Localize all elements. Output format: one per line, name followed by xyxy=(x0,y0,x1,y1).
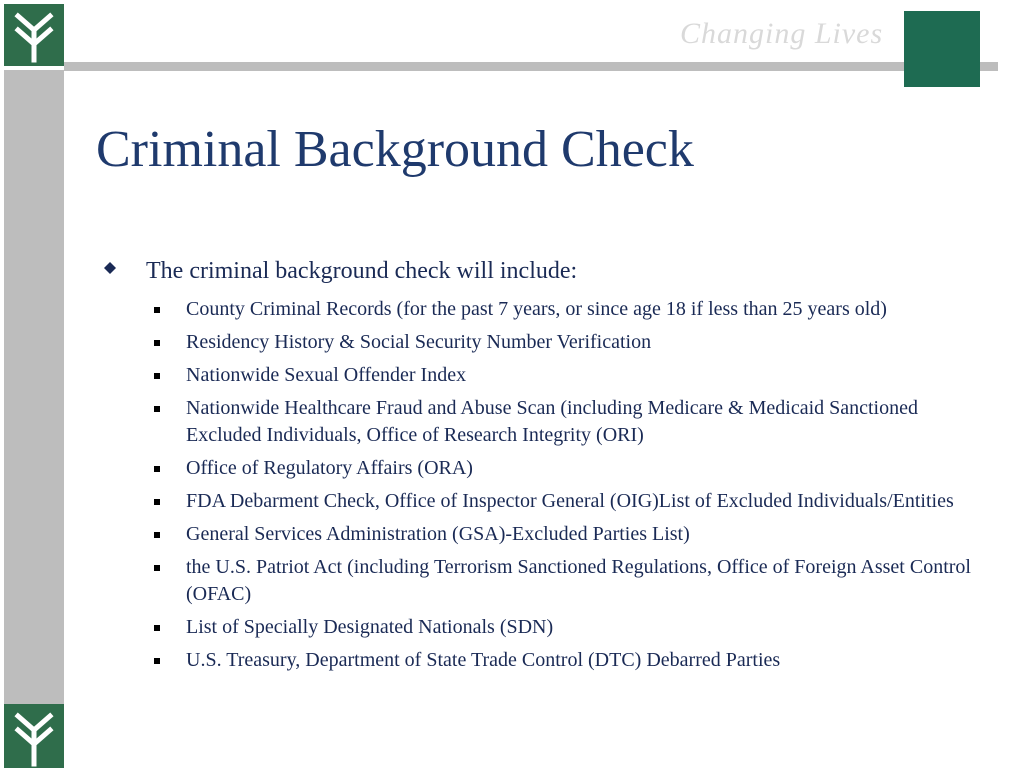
list-item: County Criminal Records (for the past 7 years, or since age 18 if less than 25 years old) xyxy=(150,296,980,323)
logo-top xyxy=(4,4,64,66)
square-bullet-icon xyxy=(154,565,160,571)
square-bullet-icon xyxy=(154,340,160,346)
square-bullet-icon xyxy=(154,658,160,664)
list-item: FDA Debarment Check, Office of Inspector General (OIG)List of Excluded Individuals/Entities xyxy=(150,488,980,515)
square-bullet-icon xyxy=(154,406,160,412)
tagline: Changing Lives xyxy=(680,17,884,50)
list-item: General Services Administration (GSA)-Excluded Parties List) xyxy=(150,521,980,548)
square-bullet-icon xyxy=(154,625,160,631)
list-item: Nationwide Healthcare Fraud and Abuse Scan (including Medicare & Medicaid Sanctioned Excluded Individuals, Office of Research Integrity (ORI) xyxy=(150,395,980,449)
list-item: List of Specially Designated Nationals (SDN) xyxy=(150,614,980,641)
intro-text: The criminal background check will include: xyxy=(146,258,578,284)
leaf-logo-icon xyxy=(4,4,64,66)
top-decorative-bar xyxy=(64,62,998,71)
square-bullet-icon xyxy=(154,373,160,379)
list-item: the U.S. Patriot Act (including Terrorism Sanctioned Regulations, Office of Foreign Asset Control (OFAC) xyxy=(150,554,980,608)
square-bullet-icon xyxy=(154,307,160,313)
logo-bottom xyxy=(4,704,64,768)
intro-bullet-row xyxy=(100,254,980,288)
square-bullet-icon xyxy=(154,466,160,472)
square-bullet-icon xyxy=(154,532,160,538)
list-item: Residency History & Social Security Number Verification xyxy=(150,329,980,356)
check-items-list xyxy=(100,296,980,674)
left-decorative-bar xyxy=(4,70,64,704)
list-item: Office of Regulatory Affairs (ORA) xyxy=(150,455,980,482)
slide-title: Criminal Background Check xyxy=(96,121,694,178)
diamond-bullet-icon xyxy=(100,254,146,274)
square-bullet-icon xyxy=(154,499,160,505)
list-item: Nationwide Sexual Offender Index xyxy=(150,362,980,389)
list-item: U.S. Treasury, Department of State Trade Control (DTC) Debarred Parties xyxy=(150,647,980,674)
slide-content xyxy=(100,254,980,680)
leaf-logo-icon xyxy=(4,704,64,768)
brand-square xyxy=(904,11,980,87)
